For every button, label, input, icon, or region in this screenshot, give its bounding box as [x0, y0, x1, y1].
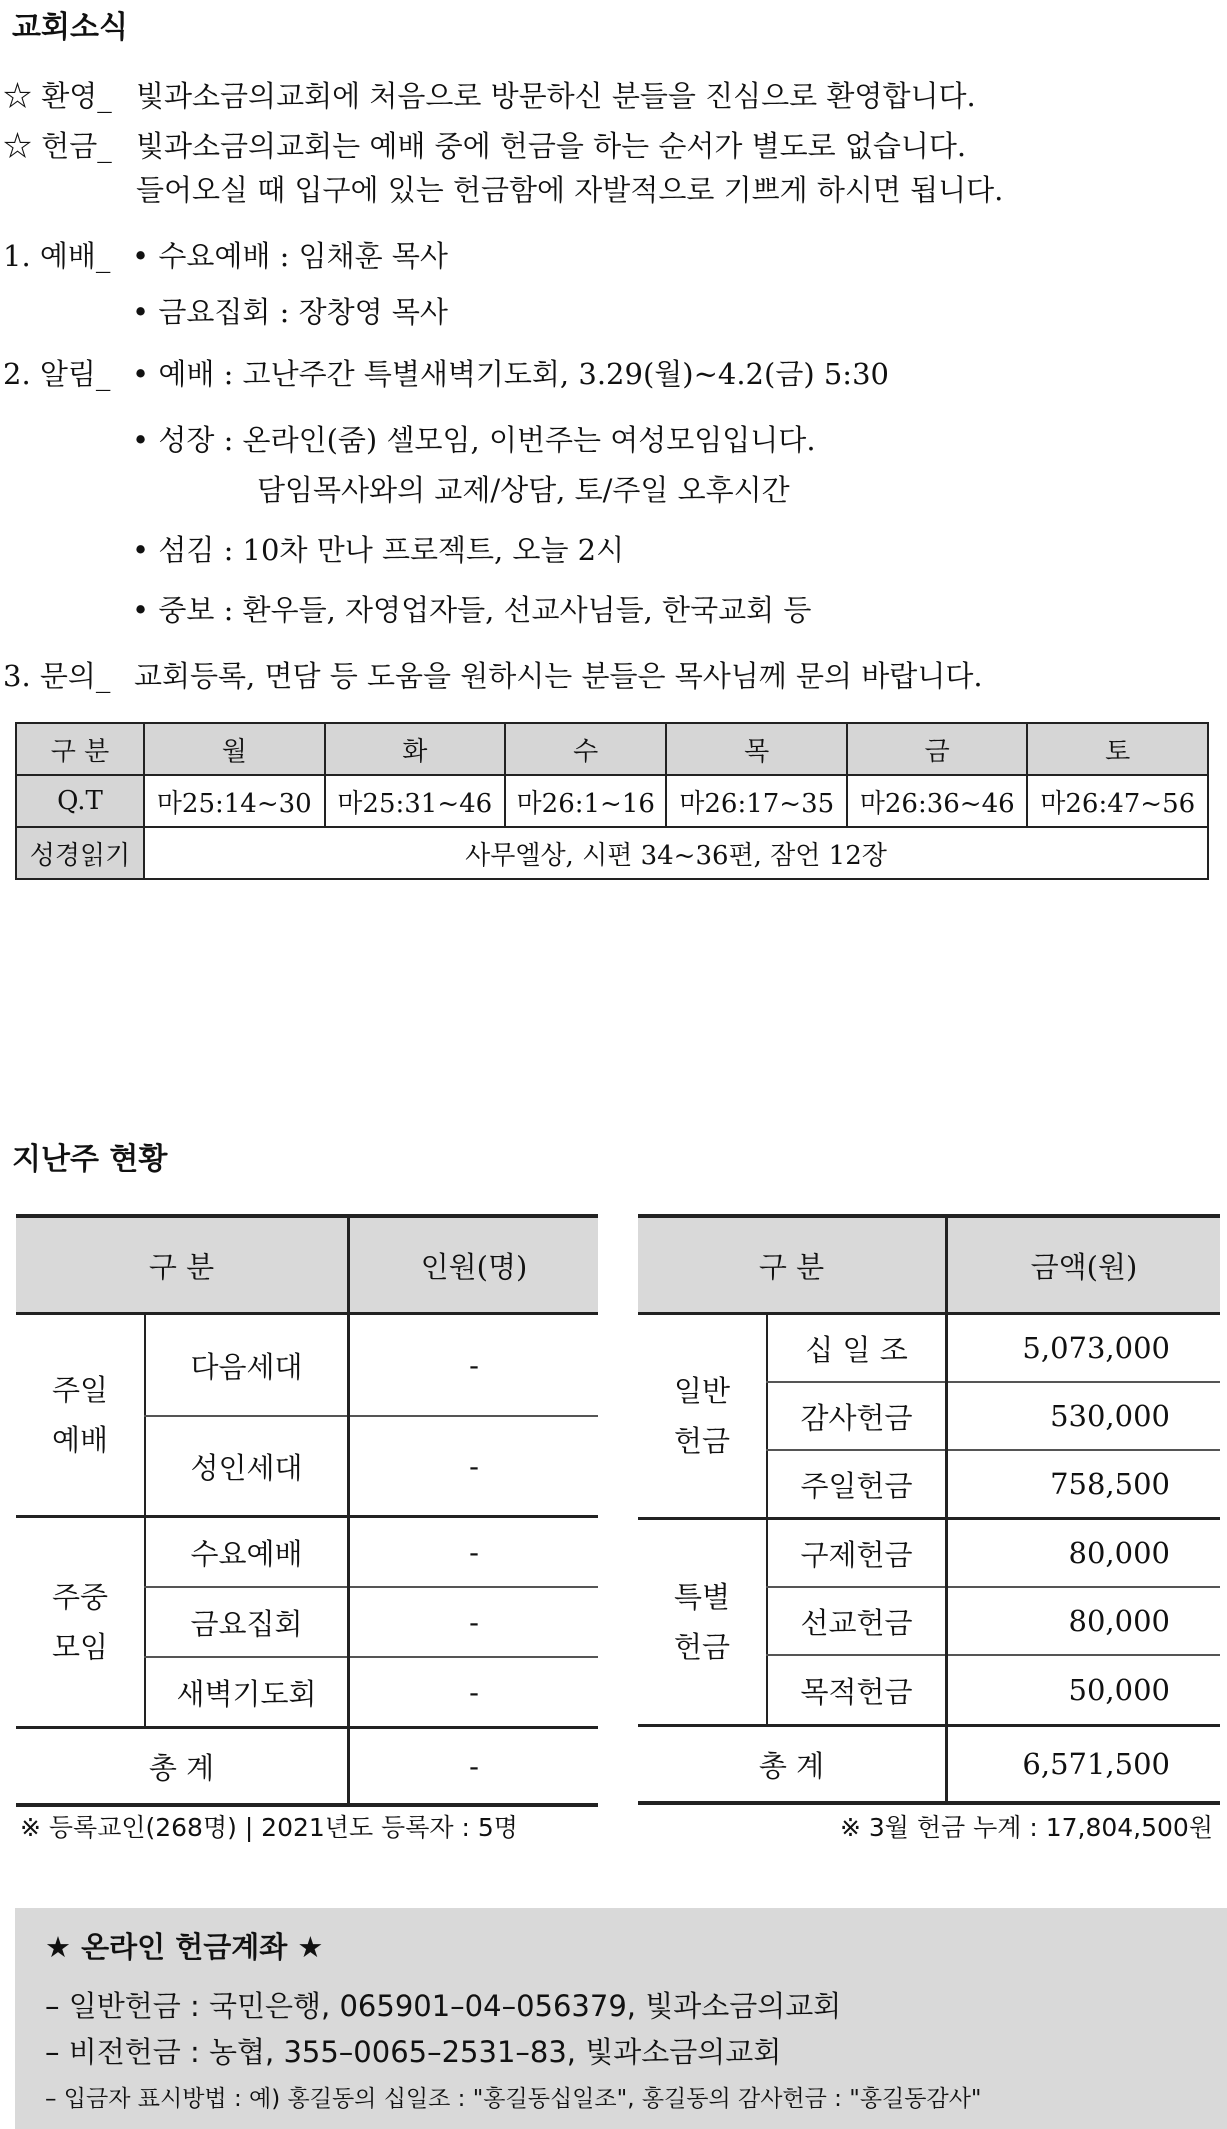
qt-header-thu: 목	[666, 723, 847, 775]
worship-item-wednesday: • 수요예배 : 임채훈 목사	[132, 239, 448, 273]
attendance-row-name: 새벽기도회	[145, 1657, 349, 1728]
table-row	[16, 827, 1208, 879]
qt-cell-thu: 마26:17~35	[666, 775, 847, 827]
table-row	[16, 1314, 598, 1417]
offering-row-name: 주일헌금	[767, 1450, 947, 1519]
offering-row-amount: 758,500	[947, 1450, 1221, 1519]
qt-header-wed: 수	[505, 723, 666, 775]
attendance-row-name: 성인세대	[145, 1416, 349, 1517]
offering-row-name: 선교헌금	[767, 1587, 947, 1655]
attendance-row-count: -	[349, 1517, 599, 1588]
welcome-text: 빛과소금의교회에 처음으로 방문하신 분들을 진심으로 환영합니다.	[136, 79, 976, 113]
attendance-table	[16, 1214, 598, 1807]
offering-total-value: 6,571,500	[1022, 1747, 1170, 1781]
attendance-row-count: -	[349, 1416, 599, 1517]
qt-header-tue: 화	[325, 723, 506, 775]
offering-table	[638, 1214, 1220, 1805]
qt-header-sat: 토	[1027, 723, 1208, 775]
notice-item-growth: • 성장 : 온라인(줌) 셀모임, 이번주는 여성모임입니다.	[132, 423, 816, 457]
attendance-row-count: -	[349, 1314, 599, 1417]
online-title: ★ 온라인 헌금계좌 ★	[45, 1930, 324, 1964]
table-row	[638, 1314, 1220, 1383]
offering-label: ☆ 헌금_	[3, 129, 112, 163]
attendance-row-count: -	[349, 1657, 599, 1728]
attendance-head-category: 구 분	[16, 1216, 349, 1314]
worship-item-friday: • 금요집회 : 장창영 목사	[132, 295, 448, 329]
qt-cell-sat: 마26:47~56	[1027, 775, 1208, 827]
notice-item-worship: • 예배 : 고난주간 특별새벽기도회, 3.29(월)~4.2(금) 5:30	[132, 357, 889, 391]
online-general-account: – 일반헌금 : 국민은행, 065901–04–056379, 빛과소금의교회	[45, 1989, 842, 2023]
attendance-row-name: 금요집회	[145, 1587, 349, 1657]
offering-row-name: 구제헌금	[767, 1519, 947, 1588]
news-title: 교회소식	[12, 10, 128, 45]
offering-head-amount: 금액(원)	[947, 1216, 1221, 1314]
qt-cell-mon: 마25:14~30	[144, 775, 325, 827]
qt-cell-tue: 마25:31~46	[325, 775, 506, 827]
attendance-row-name: 다음세대	[145, 1314, 349, 1417]
offering-text-1: 빛과소금의교회는 예배 중에 헌금을 하는 순서가 별도로 없습니다.	[136, 129, 967, 163]
offering-head-category: 구 분	[638, 1216, 947, 1314]
table-row	[638, 1216, 1220, 1314]
qt-header-mon: 월	[144, 723, 325, 775]
attendance-row-count: -	[349, 1587, 599, 1657]
table-row	[16, 1517, 598, 1588]
attendance-total-label: 총 계	[16, 1728, 349, 1806]
offering-row-amount: 80,000	[947, 1587, 1221, 1655]
reading-row-label: 성경읽기	[16, 827, 144, 879]
status-title: 지난주 현황	[12, 1142, 168, 1177]
qt-header-category: 구 분	[16, 723, 144, 775]
attendance-group-weekday: 주중 모임	[16, 1517, 145, 1728]
notice-label: 2. 알림_	[3, 357, 111, 391]
table-row	[16, 1728, 598, 1806]
notice-item-prayer: • 중보 : 환우들, 자영업자들, 선교사님들, 한국교회 등	[132, 593, 812, 627]
offering-row-name: 목적헌금	[767, 1655, 947, 1726]
table-row	[638, 1726, 1220, 1804]
table-row	[16, 1216, 598, 1314]
offering-group-special: 특별 헌금	[638, 1519, 767, 1726]
inquiry-text: 교회등록, 면담 등 도움을 원하시는 분들은 목사님께 문의 바랍니다.	[134, 659, 983, 693]
offering-group-general: 일반 헌금	[638, 1314, 767, 1519]
qt-row-label: Q.T	[16, 775, 144, 827]
offering-row-name: 감사헌금	[767, 1382, 947, 1450]
offering-row-name: 십 일 조	[767, 1314, 947, 1383]
attendance-note: ※ 등록교인(268명) | 2021년도 등록자 : 5명	[20, 1813, 518, 1842]
offering-note: ※ 3월 헌금 누계 : 17,804,500원	[839, 1813, 1213, 1842]
online-account-box	[15, 1908, 1227, 2129]
offering-row-amount: 530,000	[947, 1382, 1221, 1450]
online-vision-account: – 비전헌금 : 농협, 355–0065–2531–83, 빛과소금의교회	[45, 2035, 782, 2069]
welcome-label: ☆ 환영_	[3, 79, 112, 113]
reading-cell: 사무엘상, 시편 34~36편, 잠언 12장	[144, 827, 1208, 879]
offering-total-label: 총 계	[638, 1726, 947, 1804]
qt-schedule-table	[15, 722, 1209, 880]
attendance-total-value: -	[469, 1749, 479, 1783]
notice-item-serve: • 섬김 : 10차 만나 프로젝트, 오늘 2시	[132, 533, 625, 567]
online-depositor-guide: – 입금자 표시방법 : 예) 홍길동의 십일조 : "홍길동십일조", 홍길동의 감사헌금 : "홍길동감사"	[45, 2086, 982, 2112]
table-row	[16, 775, 1208, 827]
offering-text-2: 들어오실 때 입구에 있는 헌금함에 자발적으로 기쁘게 하시면 됩니다.	[136, 173, 1004, 207]
attendance-group-sunday: 주일 예배	[16, 1314, 145, 1517]
attendance-head-count: 인원(명)	[349, 1216, 599, 1314]
qt-cell-fri: 마26:36~46	[847, 775, 1028, 827]
notice-item-growth-2: 담임목사와의 교제/상담, 토/주일 오후시간	[257, 473, 790, 507]
qt-cell-wed: 마26:1~16	[505, 775, 666, 827]
offering-row-amount: 80,000	[947, 1519, 1221, 1588]
inquiry-label: 3. 문의_	[3, 659, 111, 693]
offering-row-amount: 5,073,000	[947, 1314, 1221, 1383]
qt-header-fri: 금	[847, 723, 1028, 775]
offering-row-amount: 50,000	[947, 1655, 1221, 1726]
table-row	[638, 1519, 1220, 1588]
table-row	[16, 723, 1208, 775]
attendance-row-name: 수요예배	[145, 1517, 349, 1588]
worship-label: 1. 예배_	[3, 239, 111, 273]
